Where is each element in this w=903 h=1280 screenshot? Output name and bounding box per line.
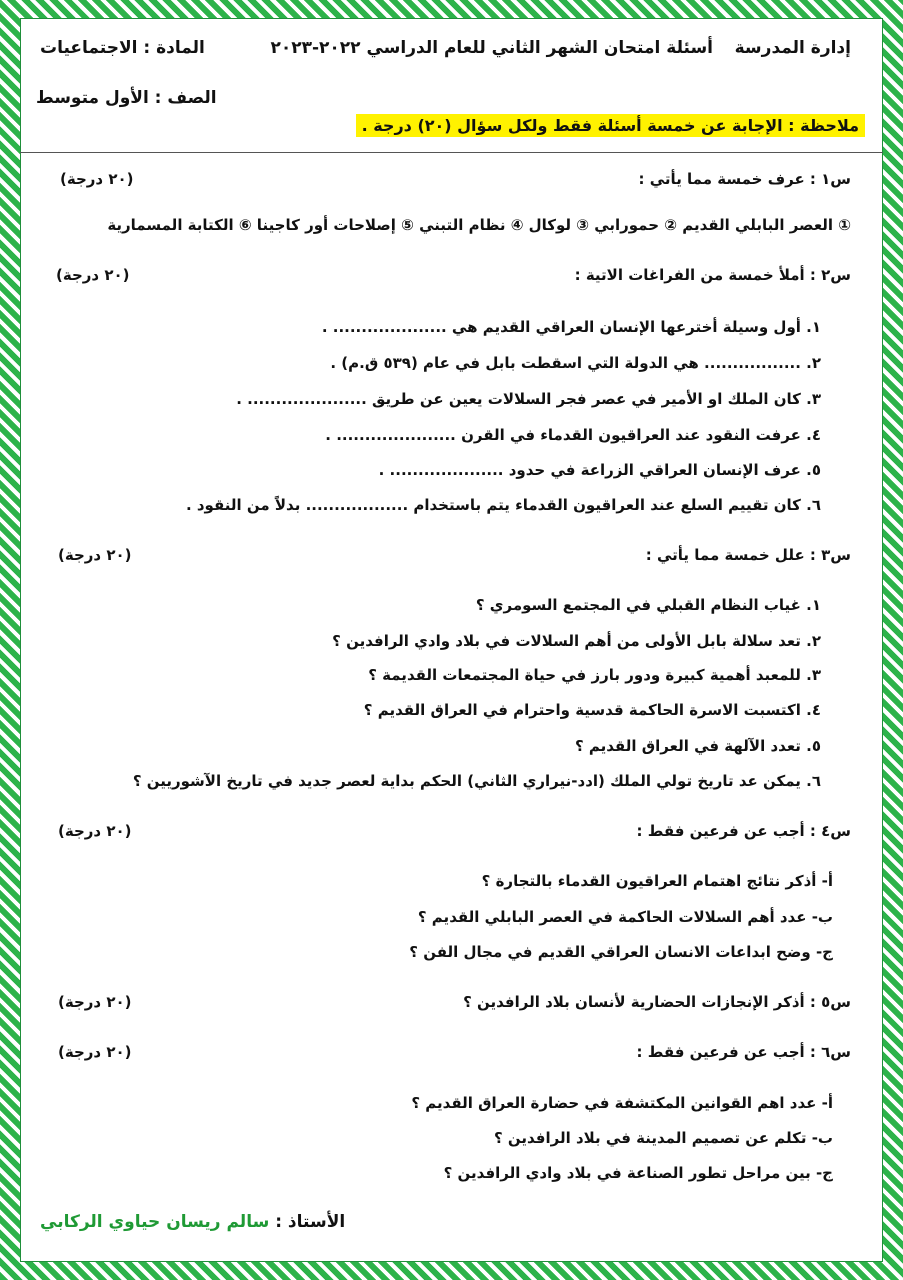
exam-title: أسئلة امتحان الشهر الثاني للعام الدراسي ٢٠٢٢-٢٠٢٣	[270, 38, 713, 58]
teacher-name: سالم ريسان حياوي الركابي	[40, 1212, 270, 1232]
question-2-item-2: ٢. ................. هي الدولة التي اسقطت بابل في عام (٥٣٩ ق.م) .	[330, 354, 821, 372]
question-2-item-1: ١. أول وسيلة أخترعها الإنسان العراقي القديم هي .................... .	[321, 318, 821, 336]
teacher-signature	[40, 1212, 345, 1232]
question-2-item-4: ٤. عرفت النقود عند العراقيون القدماء في القرن ..................... .	[325, 426, 821, 444]
question-3-title: س٣ : علل خمسة مما يأتي :	[645, 546, 851, 564]
question-6-item-c: ج- بين مراحل تطور الصناعة في بلاد وادي الرافدين ؟	[443, 1164, 833, 1182]
question-1-terms: ① العصر البابلي القديم ② حمورابي ③ لوكال ④ نظام التبني ⑤ إصلاحات أور كاجينا ⑥ الكتابة المسمارية	[107, 216, 851, 234]
question-4-grade: (٢٠ درجة)	[58, 822, 132, 840]
question-4-item-a: أ- أذكر نتائج اهتمام العراقيون القدماء بالتجارة ؟	[481, 872, 833, 890]
question-3-item-5: ٥. تعدد الآلهة في العراق القديم ؟	[574, 737, 821, 755]
teacher-label: الأستاذ :	[275, 1212, 346, 1232]
question-4-title: س٤ : أجب عن فرعين فقط :	[636, 822, 851, 840]
question-5-grade: (٢٠ درجة)	[58, 993, 132, 1011]
question-3-grade: (٢٠ درجة)	[58, 546, 132, 564]
question-2-item-6: ٦. كان تقييم السلع عند العراقيون القدماء يتم باستخدام .................. بدلاً من النقود .	[185, 496, 821, 514]
question-4-item-c: ج- وضح ابداعات الانسان العراقي القديم في مجال الفن ؟	[409, 943, 833, 961]
school-admin-label: إدارة المدرسة	[734, 38, 851, 58]
question-6-grade: (٢٠ درجة)	[58, 1043, 132, 1061]
question-6-title: س٦ : أجب عن فرعين فقط :	[636, 1043, 851, 1061]
question-2-item-5: ٥. عرف الإنسان العراقي الزراعة في حدود .................... .	[378, 461, 821, 479]
subject-label: المادة : الاجتماعيات	[40, 38, 205, 58]
question-6-item-b: ب- تكلم عن تصميم المدينة في بلاد الرافدين ؟	[493, 1129, 833, 1147]
question-6-item-a: أ- عدد اهم القوانين المكتشفة في حضارة العراق القديم ؟	[411, 1094, 833, 1112]
question-3-item-1: ١. غياب النظام القبلي في المجتمع السومري ؟	[475, 596, 821, 614]
question-1-grade: (٢٠ درجة)	[60, 170, 134, 188]
question-3-item-4: ٤. اكتسبت الاسرة الحاكمة قدسية واحترام في العراق القديم ؟	[363, 701, 821, 719]
question-3-item-2: ٢. تعد سلالة بابل الأولى من أهم السلالات في بلاد وادي الرافدين ؟	[332, 632, 821, 650]
question-3-item-6: ٦. يمكن عد تاريخ تولي الملك (ادد-نيراري الثاني) الحكم بداية لعصر جديد في تاريخ الآشوريين ؟	[132, 772, 821, 790]
question-2-item-3: ٣. كان الملك او الأمير في عصر فجر السلالات يعين عن طريق ..................... .	[236, 390, 821, 408]
question-1-title: س١ : عرف خمسة مما يأتي :	[638, 170, 851, 188]
exam-note: ملاحظة : الإجابة عن خمسة أسئلة فقط ولكل سؤال (٢٠) درجة .	[356, 114, 865, 137]
question-5-title: س٥ : أذكر الإنجازات الحضارية لأنسان بلاد الرافدين ؟	[463, 993, 851, 1011]
question-4-item-b: ب- عدد أهم السلالات الحاكمة في العصر البابلي القديم ؟	[417, 908, 833, 926]
question-2-grade: (٢٠ درجة)	[56, 266, 130, 284]
question-2-title: س٢ : أملأ خمسة من الفراغات الاتية :	[574, 266, 851, 284]
header-divider	[20, 152, 883, 153]
question-3-item-3: ٣. للمعبد أهمية كبيرة ودور بارز في حياة المجتمعات القديمة ؟	[368, 666, 821, 684]
class-label: الصف : الأول متوسط	[36, 88, 217, 108]
